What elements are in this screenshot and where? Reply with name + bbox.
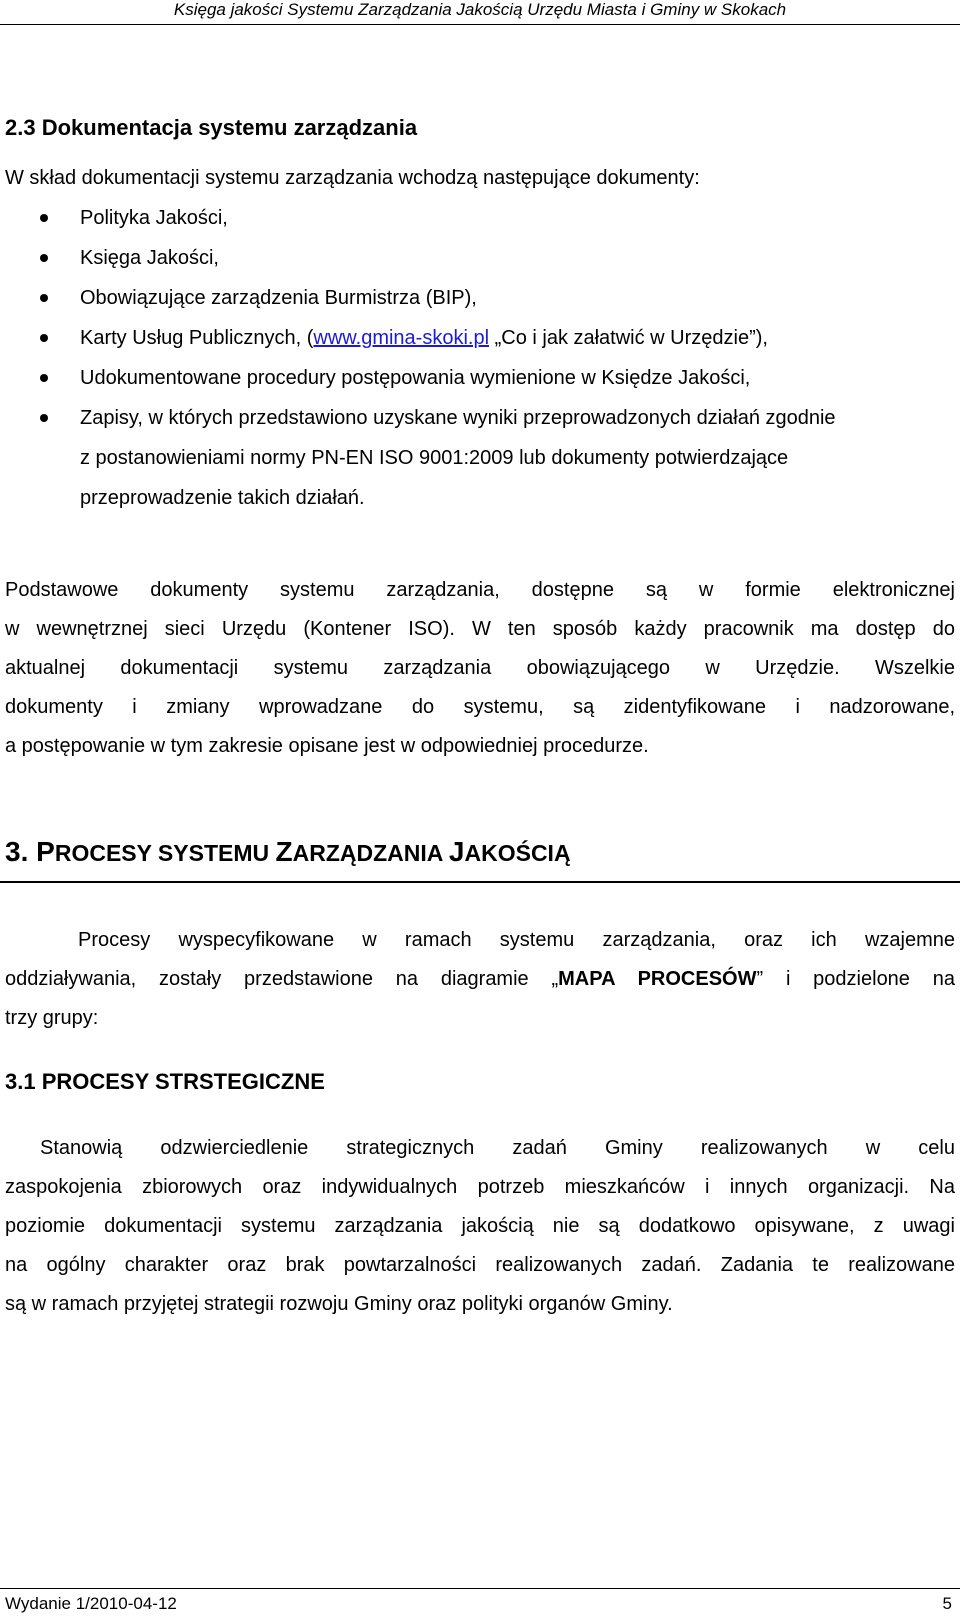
page-number: 5 xyxy=(942,1594,952,1613)
bullet-icon xyxy=(40,254,48,262)
list-item: Księga Jakości, xyxy=(0,238,960,278)
bullet-icon xyxy=(40,294,48,302)
section-3-1-heading: 3.1 PROCESY STRSTEGICZNE xyxy=(5,1069,325,1094)
section-3-divider xyxy=(0,881,960,883)
section-2-3-intro: W skład dokumentacji systemu zarządzania wchodzą następujące dokumenty: xyxy=(5,167,700,189)
header-title: Księga jakości Systemu Zarządzania Jakością Urzędu Miasta i Gminy w Skokach xyxy=(173,0,787,19)
bullet-icon xyxy=(40,374,48,382)
list-item: Polityka Jakości, xyxy=(0,198,960,238)
bullet-icon xyxy=(40,214,48,222)
list-item: Zapisy, w których przedstawiono uzyskane wyniki przeprowadzonych działań zgodnie z postanowieniami normy PN-EN ISO 9001:2009 lub dokumenty potwierdzające przeprowadzenie takich działań. xyxy=(0,398,960,518)
list-item: Obowiązujące zarządzenia Burmistrza (BIP), xyxy=(0,278,960,318)
bullet-icon xyxy=(40,414,48,422)
footer-edition: Wydanie 1/2010-04-12 xyxy=(5,1594,177,1613)
section-3-heading: 3. PROCESY SYSTEMU ZARZĄDZANIA JAKOŚCIĄ xyxy=(5,836,571,867)
section-2-3-heading: 2.3 Dokumentacja systemu zarządzania xyxy=(5,115,418,140)
gmina-skoki-link[interactable]: www.gmina-skoki.pl xyxy=(313,327,490,349)
header-divider xyxy=(0,24,960,25)
page-header xyxy=(0,0,960,36)
bullet-icon xyxy=(40,334,48,342)
list-item: Karty Usług Publicznych, (www.gmina-skoki.pl „Co i jak załatwić w Urzędzie”), xyxy=(0,318,960,358)
document-list xyxy=(0,198,960,518)
footer-divider xyxy=(0,1588,960,1589)
process-map-label: MAPA PROCESÓW xyxy=(558,968,757,990)
list-item: Udokumentowane procedury postępowania wymienione w Księdze Jakości, xyxy=(0,358,960,398)
